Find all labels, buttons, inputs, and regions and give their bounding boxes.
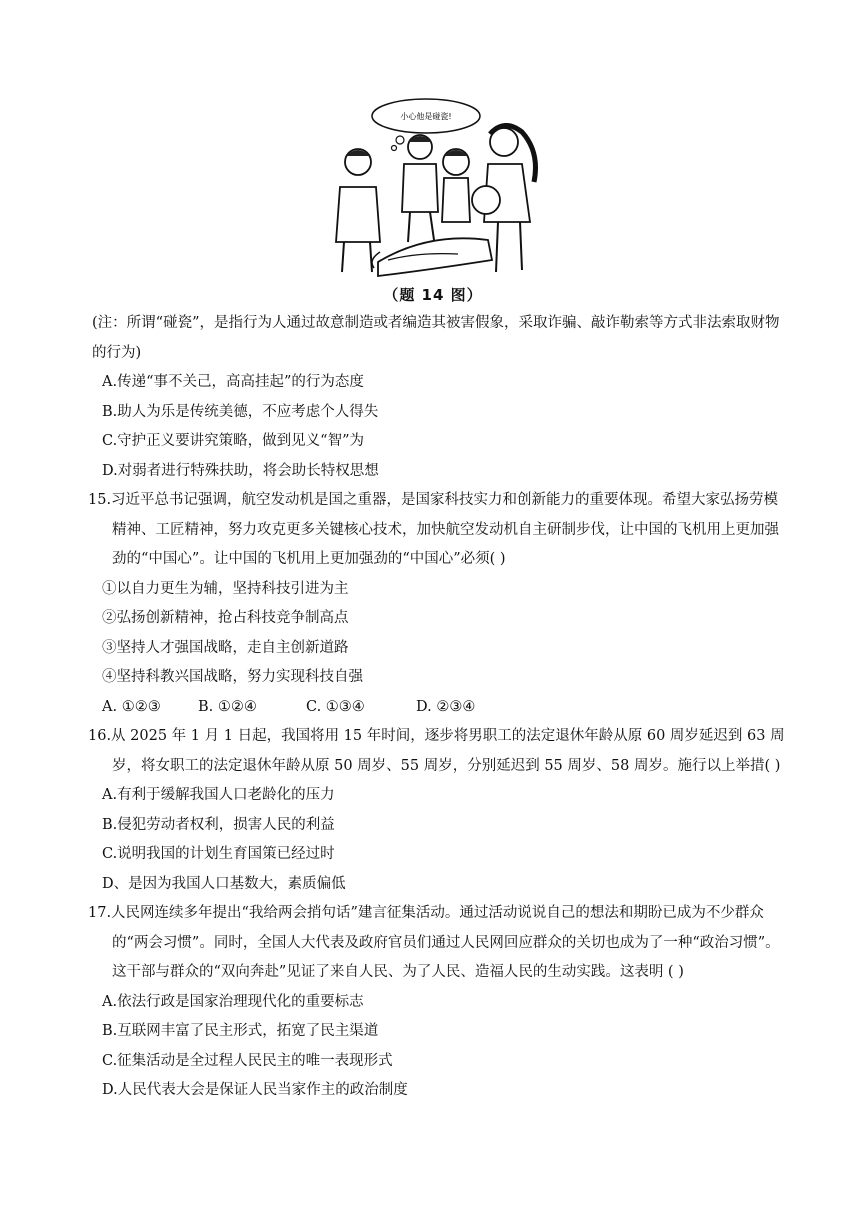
q16-stem: 16.从 2025 年 1 月 1 日起，我国将用 15 年时间，逐步将男职工的法定退休年龄从原 60 周岁延迟到 63 周岁，将女职工的法定退休年龄从原 50 周岁、55 周岁，分别延迟到 55 周岁、58 周岁。施行以上举措( ) <box>88 728 785 774</box>
q15-statement-1: ①以自力更生为辅，坚持科技引进为主 <box>102 580 349 597</box>
q15-choice-b[interactable]: B. ①②④ <box>198 698 257 715</box>
q16-option-c[interactable]: C.说明我国的计划生育国策已经过时 <box>102 846 335 862</box>
q16-option-a[interactable]: A.有利于缓解我国人口老龄化的压力 <box>102 787 335 803</box>
q14-note: (注：所谓“碰瓷”，是指行为人通过故意制造或者编造其被害假象，采取诈骗、敲诈勒索等方式非法索取财物的行为) <box>92 315 780 361</box>
q14-option-d[interactable]: D.对弱者进行特殊扶助，将会助长特权思想 <box>102 462 379 479</box>
figure-caption: （题 14 图） <box>383 286 483 304</box>
q14-option-a[interactable]: A.传递“事不关己，高高挂起”的行为态度 <box>102 374 364 390</box>
q15-choice-d[interactable]: D. ②③④ <box>416 698 476 715</box>
q16-option-b[interactable]: B.侵犯劳动者权利，损害人民的利益 <box>102 816 335 833</box>
q15-statement-2: ②弘扬创新精神，抢占科技竞争制高点 <box>102 610 349 626</box>
q15-stem: 15.习近平总书记强调，航空发动机是国之重器，是国家科技实力和创新能力的重要体现。希望大家弘扬劳模精神、工匠精神，努力攻克更多关键核心技术，加快航空发动机自主研制步伐，让中国的飞机用上更加强劲的“中国心”。让中国的飞机用上更加强劲的“中国心”必须( ) <box>88 492 779 567</box>
q15-choice-a[interactable]: A. ①②③ <box>102 698 161 715</box>
question-14-figure <box>308 92 558 308</box>
q15-choice-c[interactable]: C. ①③④ <box>306 698 365 715</box>
q17-option-b[interactable]: B.互联网丰富了民主形式，拓宽了民主渠道 <box>102 1023 379 1039</box>
q15-statement-3: ③坚持人才强国战略，走自主创新道路 <box>102 639 349 656</box>
q17-stem: 17.人民网连续多年提出“我给两会捎句话”建言征集活动。通过活动说说自己的想法和期盼已成为不少群众的“两会习惯”。同时，全国人大代表及政府官员们通过人民网回应群众的关切也成为了一种“政治习惯”。这干部与群众的“双向奔赴”见证了来自人民、为了人民、造福人民的生动实践。这表明 ( ) <box>88 905 780 980</box>
q16-option-d[interactable]: D、是因为我国人口基数大，素质偏低 <box>102 875 346 892</box>
question-content <box>88 309 788 1106</box>
q14-option-b[interactable]: B.助人为乐是传统美德，不应考虑个人得失 <box>102 403 379 420</box>
q17-option-a[interactable]: A.依法行政是国家治理现代化的重要标志 <box>102 993 364 1010</box>
q17-option-d[interactable]: D.人民代表大会是保证人民当家作主的政治制度 <box>102 1082 408 1098</box>
q15-statement-4: ④坚持科教兴国战略，努力实现科技自强 <box>102 669 363 685</box>
q15-choices <box>88 693 788 723</box>
thought-bubble-text: 小心他是碰瓷! <box>400 112 452 121</box>
q14-option-c[interactable]: C.守护正义要讲究策略，做到见义“智”为 <box>102 433 365 449</box>
cartoon-illustration <box>308 92 558 282</box>
q17-option-c[interactable]: C.征集活动是全过程人民民主的唯一表现形式 <box>102 1052 393 1069</box>
